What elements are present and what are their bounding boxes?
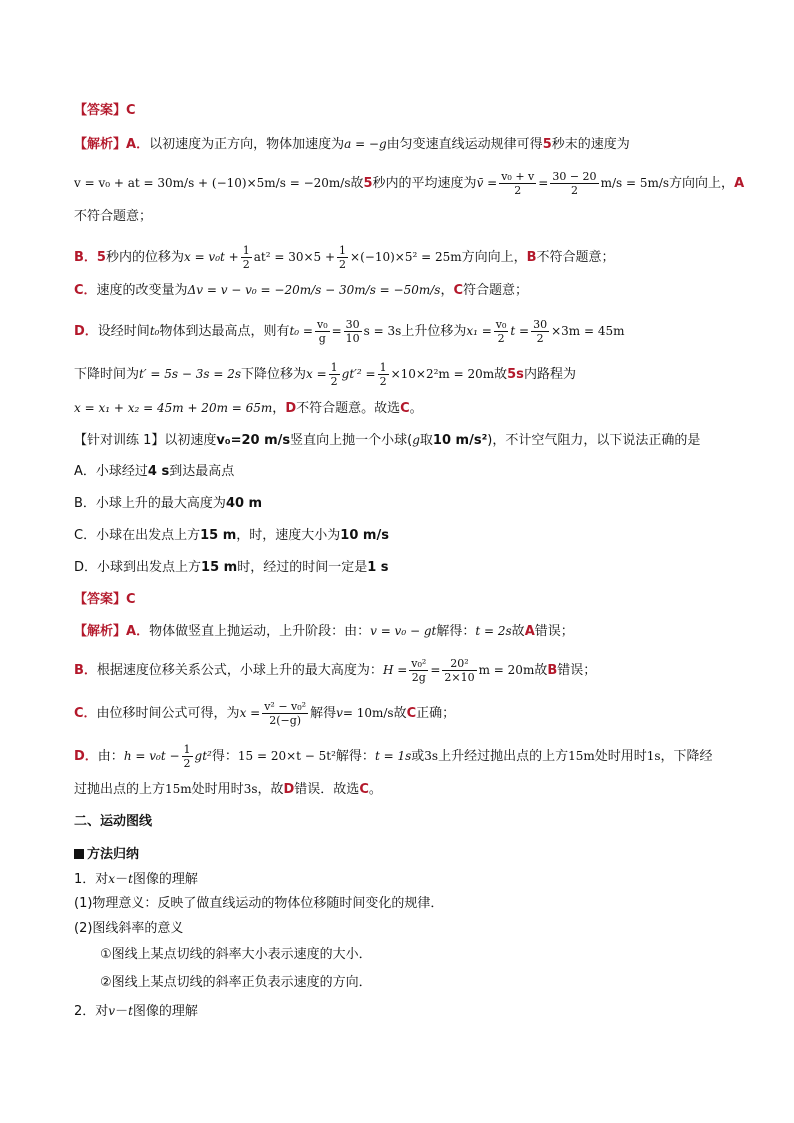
frac-num: v² − v₀²	[264, 700, 307, 713]
text: 物体到达最高点，则有	[159, 324, 290, 339]
text: 以初速度	[164, 433, 217, 448]
analysis-2-d-line2	[74, 779, 724, 800]
text: 正确；	[416, 706, 456, 721]
sub-item-2a: ①图线上某点切线的斜率大小表示速度的大小．	[100, 947, 372, 962]
fraction	[329, 361, 340, 388]
option-letter: C．	[74, 283, 97, 298]
option-letter: B	[526, 250, 537, 265]
formula: =	[331, 324, 342, 338]
formula: t = 2s	[475, 624, 512, 638]
value: 1 s	[367, 560, 389, 575]
formula: ×3m = 45m	[551, 324, 625, 338]
formula: h = v₀t −	[123, 749, 180, 763]
analysis-2-c	[74, 700, 724, 727]
value: 4 s	[147, 464, 170, 479]
fraction	[344, 318, 362, 345]
formula: x = v₀t +	[183, 250, 239, 264]
text: 小球经过	[95, 464, 148, 479]
formula: t₀	[149, 324, 160, 338]
frac-num: 20²	[442, 657, 476, 671]
formula: gt²	[194, 749, 212, 763]
text: 由匀变速直线运动规律可得	[386, 137, 543, 152]
option-letter: A．	[126, 624, 150, 639]
frac-den: 2	[330, 375, 338, 388]
formula: Δv = v − v₀ = −20m/s − 30m/s = −50m/s	[187, 283, 441, 297]
number: 5	[542, 137, 552, 152]
black-square-icon	[74, 849, 84, 859]
fraction	[494, 318, 509, 345]
formula: x₁ =	[466, 324, 492, 338]
frac-num: 1	[339, 244, 347, 257]
value: 40 m	[225, 496, 263, 511]
answer-label: 【答案】	[74, 103, 127, 118]
training-label: 【针对训练 1】	[74, 433, 165, 448]
frac-num: 30	[345, 318, 360, 331]
formula: v = v₀ − gt	[370, 624, 437, 638]
formula: = 10m/s	[342, 706, 394, 720]
frac-den: 2(−g)	[269, 714, 302, 727]
variable: t	[128, 1004, 133, 1018]
formula: 3s	[243, 782, 258, 796]
text: 故	[534, 663, 548, 678]
analysis-1-d-line3	[74, 398, 724, 419]
frac-num: 1	[183, 743, 191, 756]
fraction	[182, 743, 193, 770]
text: 错误；	[557, 663, 597, 678]
formula: t₀ =	[289, 324, 313, 338]
text: 小球上升的最大高度为	[95, 496, 226, 511]
training-option-a	[74, 462, 724, 482]
option-letter: C	[400, 401, 410, 416]
text: 取	[419, 433, 433, 448]
sub-item-2b: ②图线上某点切线的斜率正负表示速度的方向．	[100, 975, 372, 990]
text: 上升经过抛出点的上方	[438, 749, 569, 764]
method-heading	[74, 845, 724, 865]
text: 1．对	[74, 872, 109, 887]
option-letter: A．	[74, 464, 96, 479]
text: －	[115, 872, 129, 887]
text: ，时，速度大小为	[236, 528, 341, 543]
variable: v	[108, 1004, 116, 1018]
option-letter: C．	[74, 528, 97, 543]
formula: 15m	[568, 749, 595, 763]
text: 错误．故选	[294, 782, 360, 797]
item-2	[74, 1001, 724, 1022]
formula: gt′² =	[341, 367, 376, 381]
option-letter: A．	[126, 137, 150, 152]
text: 符合题意；	[463, 283, 529, 298]
text: 小球在出发点上方	[96, 528, 201, 543]
value: 10 m/s²	[432, 433, 488, 448]
formula: t′ = 5s − 3s = 2s	[139, 367, 241, 381]
text: 故	[350, 176, 364, 191]
text: 。	[409, 401, 423, 416]
frac-num: v₀²	[411, 657, 427, 670]
text: 根据速度位移关系公式，小球上升的最大高度为：	[96, 663, 383, 678]
text: 竖直向上抛一个小球(	[290, 433, 413, 448]
frac-num: 1	[330, 361, 338, 374]
analysis-label: 【解析】	[74, 137, 127, 152]
text: 小球到出发点上方	[97, 560, 202, 575]
formula: m = 20m	[478, 663, 535, 677]
analysis-2-b	[74, 657, 724, 684]
frac-den: 2	[514, 184, 522, 197]
variable: g	[412, 433, 420, 447]
analysis-2-d-line1	[74, 743, 724, 770]
analysis-1-d-line2	[74, 361, 724, 388]
text: 处时用时	[191, 782, 244, 797]
option-letter: C．	[74, 706, 97, 721]
frac-num: 1	[242, 244, 250, 257]
frac-num: v₀	[495, 318, 507, 331]
text: 由位移时间公式可得，为	[96, 706, 240, 721]
frac-den: 2	[242, 258, 250, 271]
method-label: 方法归纳	[87, 847, 140, 862]
analysis-1-a-line2: v = v₀ + at = 30m/s + (−10)×5m/s = −20m/s故5秒内的平均速度为v̄ = $\frac{\text{v₀ + v}}{2}$ = $\frac{30 - 20}{2}$ m/s = 5m/s方向向上，A	[74, 170, 745, 197]
text: 处时用时	[594, 749, 647, 764]
sub-item-1: (1)物理意义：反映了做直线运动的物体位移随时间变化的规律．	[74, 896, 444, 911]
formula: ×(−10)×5² = 25m	[350, 250, 462, 264]
analysis-1-a-line3	[74, 207, 724, 227]
text: ，	[440, 283, 454, 298]
value: 15 m	[200, 528, 237, 543]
frac-den: 2	[497, 332, 505, 345]
formula: x =	[306, 367, 327, 381]
text: 2．对	[74, 1004, 109, 1019]
formula: at² = 30×5 +	[253, 250, 336, 264]
training-question	[74, 430, 724, 451]
formula: s = 3s	[363, 324, 402, 338]
analysis-1-d-line1	[74, 318, 724, 345]
frac-num: v₀ + v	[501, 170, 535, 183]
text: 由：	[97, 749, 124, 764]
option-letter: C	[453, 283, 464, 298]
fraction	[315, 318, 330, 345]
training-option-b	[74, 494, 724, 514]
analysis-1-a-line1	[74, 134, 724, 155]
answer-2	[74, 590, 724, 610]
text: 秒末的速度为	[551, 137, 630, 152]
text: 下降位移为	[241, 367, 307, 382]
number: 5s	[507, 367, 524, 382]
text: 图像的理解	[132, 1004, 198, 1019]
frac-num: 30 − 20	[552, 170, 597, 183]
text: 图像的理解	[132, 872, 198, 887]
variable: t	[128, 872, 133, 886]
answer-label: 【答案】	[74, 592, 127, 607]
text: )，不计空气阻力，以下说法正确的是	[487, 433, 701, 448]
number: 5	[96, 250, 106, 265]
frac-den: 2	[536, 332, 544, 345]
frac-den: 2×10	[444, 671, 475, 684]
option-letter: B．	[74, 496, 96, 511]
text: ，故	[257, 782, 284, 797]
text: 错误；	[534, 624, 574, 639]
text: 方向向上，	[669, 176, 735, 191]
option-letter: B	[547, 663, 558, 678]
text: 上升位移为	[401, 324, 467, 339]
value: 10 m/s	[340, 528, 389, 543]
fraction	[531, 318, 549, 345]
sub-item-2: (2)图线斜率的意义	[74, 921, 184, 936]
option-letter: C	[406, 706, 417, 721]
text: 秒内的位移为	[105, 250, 184, 265]
formula: x =	[239, 706, 261, 720]
formula: v̄ =	[476, 176, 498, 190]
formula: 15 = 20×t − 5t²	[237, 749, 336, 763]
value: 15 m	[201, 560, 238, 575]
fraction	[241, 244, 252, 271]
text: 故	[511, 624, 525, 639]
text: 故	[494, 367, 508, 382]
text: 内路程为	[523, 367, 576, 382]
option-letter: D．	[74, 324, 98, 339]
text: 时，经过的时间一定是	[237, 560, 368, 575]
analysis-1-b	[74, 244, 724, 271]
text: 到达最高点	[169, 464, 235, 479]
frac-den: 2	[570, 184, 578, 197]
formula: =	[430, 663, 441, 677]
option-letter: D．	[74, 560, 98, 575]
frac-den: g	[318, 332, 326, 345]
fraction	[378, 361, 389, 388]
text: 不符合题意；	[74, 209, 153, 224]
formula: v	[336, 706, 343, 720]
analysis-2-a	[74, 621, 724, 642]
option-letter: A	[524, 624, 535, 639]
analysis-label: 【解析】	[74, 624, 127, 639]
text: 不符合题意；	[536, 250, 615, 265]
value: v₀=20 m/s	[216, 433, 291, 448]
fraction	[550, 170, 598, 197]
text: 解得	[310, 706, 337, 721]
text: 或	[411, 749, 425, 764]
fraction	[499, 170, 536, 197]
option-letter: D	[283, 782, 295, 797]
text: 解得：	[335, 749, 375, 764]
formula: 3s	[424, 749, 439, 763]
formula: 1s	[646, 749, 661, 763]
analysis-1-c	[74, 280, 724, 301]
fraction	[262, 700, 308, 727]
text: 物体做竖直上抛运动，上升阶段：由：	[149, 624, 371, 639]
formula: t = 1s	[374, 749, 412, 763]
fraction	[442, 657, 476, 684]
option-letter: B．	[74, 250, 97, 265]
text: ，下降经	[660, 749, 713, 764]
frac-num: 1	[379, 361, 387, 374]
text: 以初速度为正方向，物体加速度为	[149, 137, 345, 152]
text: 方向向上，	[461, 250, 527, 265]
option-letter: B．	[74, 663, 97, 678]
text: 故	[393, 706, 407, 721]
formula: H =	[382, 663, 408, 677]
option-letter: C	[359, 782, 369, 797]
frac-den: 2	[183, 757, 191, 770]
answer-1	[74, 101, 724, 121]
section-heading: 二、运动图线	[74, 814, 153, 829]
frac-den: 10	[345, 332, 360, 345]
formula: 15m	[165, 782, 192, 796]
formula: t =	[510, 324, 530, 338]
text: 解得：	[436, 624, 476, 639]
formula: a = −g	[344, 137, 387, 151]
text: 。	[368, 782, 382, 797]
item-1	[74, 869, 724, 890]
formula: m/s = 5m/s	[600, 176, 670, 190]
fraction	[409, 657, 428, 684]
number: 5	[363, 176, 373, 191]
text: 下降时间为	[74, 367, 140, 382]
text: 速度的改变量为	[96, 283, 188, 298]
text: －	[115, 1004, 129, 1019]
text: 得：	[211, 749, 238, 764]
frac-den: 2	[379, 375, 387, 388]
text: 秒内的平均速度为	[372, 176, 477, 191]
option-letter: D	[285, 401, 297, 416]
text: 过抛出点的上方	[74, 782, 166, 797]
fraction	[337, 244, 348, 271]
answer-value: C	[126, 103, 136, 118]
variable: x	[108, 872, 116, 886]
formula: x = x₁ + x₂ = 45m + 20m = 65m	[74, 401, 273, 415]
option-letter: D．	[74, 749, 98, 764]
training-option-c	[74, 526, 724, 546]
option-letter: A	[734, 176, 745, 191]
formula: ×10×2²m = 20m	[390, 367, 495, 381]
answer-value: C	[126, 592, 136, 607]
frac-num: v₀	[316, 318, 328, 331]
formula: v = v₀ + at = 30m/s + (−10)×5m/s = −20m/s	[74, 176, 351, 190]
frac-den: 2g	[411, 671, 426, 684]
frac-den: 2	[339, 258, 347, 271]
text: 设经时间	[97, 324, 150, 339]
frac-num: 30	[533, 318, 548, 331]
training-option-d	[74, 558, 724, 578]
text: 不符合题意。故选	[296, 401, 401, 416]
text: ，	[272, 401, 286, 416]
